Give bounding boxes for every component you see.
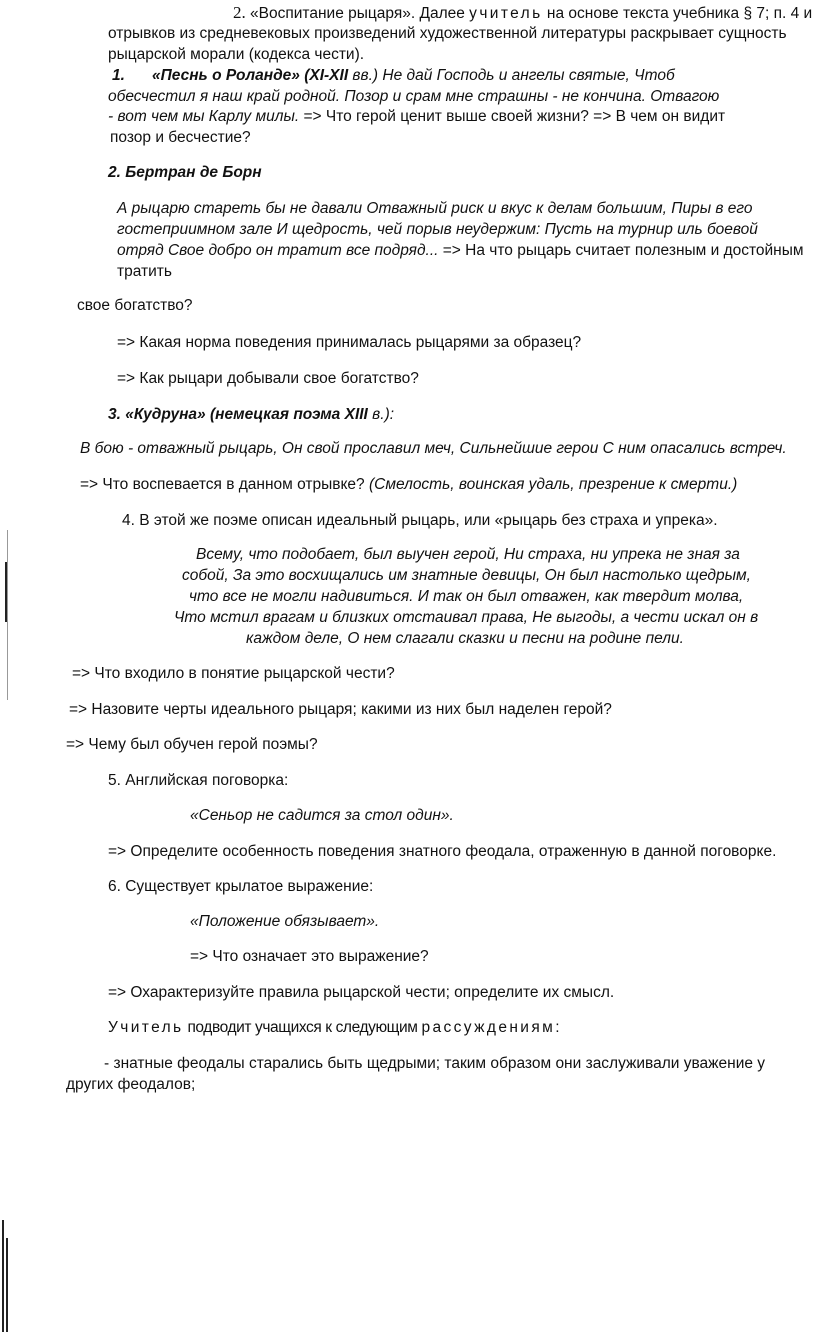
item-6-question: => Что означает это выражение? [190, 948, 429, 965]
item-2-question-2: => Какая норма поведения принималась рыцарями за образец? [117, 334, 582, 351]
bullet-1-line-2: других феодалов; [66, 1076, 196, 1093]
item-2-line-5: свое богатство? [77, 297, 193, 314]
section-2-line-1 [233, 3, 812, 24]
item-2-line-4: тратить [117, 263, 172, 280]
item-3-question: => Что воспевается в данном отрывке? [80, 476, 369, 493]
item-6-title: 6. Существует крылатое выражение: [108, 878, 374, 895]
item-5-quote: «Сеньор не садится за стол один». [190, 807, 454, 824]
section-2-line-2: отрывков из средневековых произведений художественной литературы раскрывает сущность [108, 25, 787, 42]
item-4-question-2: => Назовите черты идеального рыцаря; какими из них был наделен герой? [69, 701, 612, 718]
item-2-title: 2. Бертран де Борн [108, 164, 262, 181]
item-1-line-3 [108, 107, 725, 127]
margin-line-upper [7, 530, 8, 700]
item-2-line-1: А рыцарю стареть бы не давали Отважный риск и вкус к делам большим, Пиры в его [117, 200, 753, 217]
section-2-line-3: рыцарской морали (кодекса чести). [108, 46, 365, 63]
item-6-quote: «Положение обязывает». [190, 913, 380, 930]
item-5-title: 5. Английская поговорка: [108, 772, 289, 789]
item-3-century: в.): [367, 406, 395, 423]
item-1-century: вв.) [348, 67, 383, 84]
item-4-quote-line-1: Всему, что подобает, был выучен герой, Ни страха, ни упрека не зная за [196, 546, 740, 563]
teacher-line-mid: подводит учащихся к следующим [183, 1019, 422, 1036]
item-2-question-3: => Как рыцари добывали свое богатство? [117, 370, 419, 387]
item-1-line-1 [112, 66, 675, 86]
item-2-line-2: гостеприимном зале И щедрость, чей порыв неудержим: Пусть на турнир иль боевой [117, 221, 758, 238]
item-2-question-a: => На что рыцарь считает полезным и достойным [442, 242, 804, 259]
item-2-quote-end: отряд Свое добро он тратит все подряд... [117, 242, 443, 259]
spaced-word-teacher-2: Учитель [108, 1019, 184, 1036]
bullet-1-line-1: - знатные феодалы старались быть щедрыми; таким образом они заслуживали уважение у [104, 1055, 766, 1072]
item-4-question-3: => Чему был обучен герой поэмы? [66, 736, 318, 753]
item-1-quote-c: - вот чем мы Карлу милы. [108, 108, 304, 125]
item-4-quote-line-2: собой, За это восхищались им знатные девицы, Он был настолько щедрым, [182, 567, 751, 584]
item-1-number: 1. [112, 67, 125, 84]
margin-line-lower-a [2, 1220, 4, 1332]
item-3-question-line [80, 475, 737, 495]
item-1-line-4: позор и бесчестие? [110, 129, 251, 146]
item-3-quote: В бою - отважный рыцарь, Он свой прославил меч, Сильнейшие герои С ним опасались встреч. [80, 440, 787, 457]
item-5-question: => Определите особенность поведения знатного феодала, отраженную в данной поговорке. [108, 843, 777, 860]
item-1-title: «Песнь о Роланде» (XI-XII [152, 67, 349, 84]
section-2-text-a: «Воспитание рыцаря». Далее [245, 5, 470, 22]
item-1-line-2: обесчестил я наш край родной. Позор и срам мне страшны - не кончина. Отвагою [108, 88, 720, 105]
item-4-title: 4. В этой же поэме описан идеальный рыцарь, или «рыцарь без страха и упрека». [122, 512, 718, 529]
item-2-line-3 [117, 241, 804, 261]
section-2-number: 2. [233, 3, 246, 22]
item-4-quote-line-4: Что мстил врагам и близких отстаивал права, Не выгоды, а чести искал он в [174, 609, 759, 626]
teacher-line-colon: : [555, 1019, 560, 1036]
item-4-quote-line-3: что все не могли надивиться. И так он был отважен, как твердит молва, [189, 588, 744, 605]
margin-line-lower-b [6, 1238, 8, 1332]
spaced-word-teacher: учитель [469, 5, 543, 22]
final-question: => Охарактеризуйте правила рыцарской чести; определите их смысл. [108, 984, 615, 1001]
item-1-question: => Что герой ценит выше своей жизни? => В чем он видит [303, 108, 726, 125]
section-2-text-b: на основе текста учебника § 7; п. 4 и [542, 5, 813, 22]
item-1-quote-a: Не дай Господь и ангелы святые, Чтоб [382, 67, 675, 84]
spaced-word-reasoning: рассуждениям [421, 1019, 556, 1036]
item-3-title: 3. «Кудруна» (немецкая поэма XIII [108, 406, 368, 423]
item-4-question-1: => Что входило в понятие рыцарской чести? [72, 665, 395, 682]
teacher-line [108, 1018, 560, 1038]
item-4-quote-line-5: каждом деле, О нем слагали сказки и песни на родине пели. [246, 630, 684, 647]
margin-line-mark [5, 562, 7, 622]
item-3-title-line [108, 405, 394, 425]
item-3-answer: (Смелость, воинская удаль, презрение к смерти.) [368, 476, 738, 493]
